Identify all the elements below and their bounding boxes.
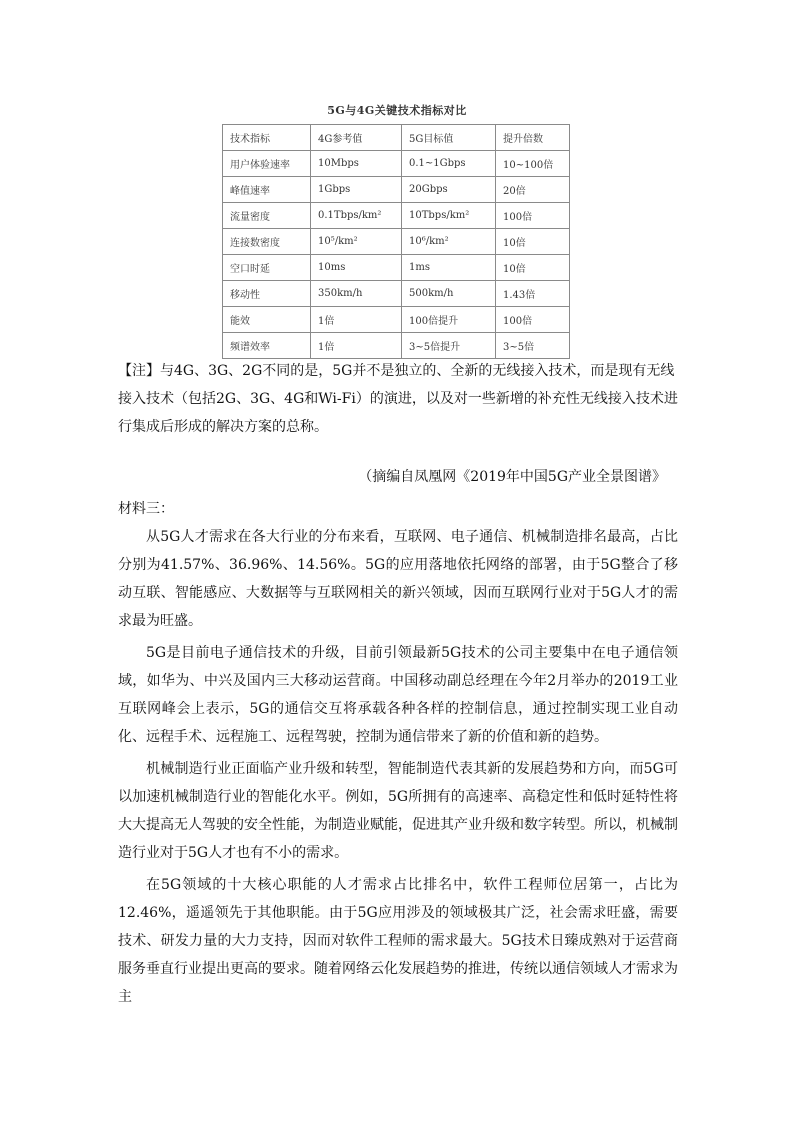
table-cell: 1.43倍 [496, 281, 570, 307]
table-header-cell: 4G参考值 [311, 125, 402, 151]
table-title: 5G与4G关键技术指标对比 [327, 104, 467, 117]
table-cell: 500km/h [402, 281, 496, 307]
table-cell: 0.1~1Gbps [402, 151, 496, 177]
table-cell: 10~100倍 [496, 151, 570, 177]
table-header-row [223, 125, 570, 151]
article-body [118, 523, 678, 1011]
table-cell: 空口时延 [223, 255, 311, 281]
table-cell: 100倍 [496, 307, 570, 333]
table-cell: 10Tbps/km² [402, 203, 496, 229]
table-cell: 用户体验速率 [223, 151, 311, 177]
table-cell: 1Gbps [311, 177, 402, 203]
table-cell: 20倍 [496, 177, 570, 203]
paragraph: 在5G领域的十大核心职能的人才需求占比排名中，软件工程师位居第一，占比为12.46%，遥遥领先于其他职能。由于5G应用涉及的领域极其广泛，社会需求旺盛，需要技术、研发力量的大力支持，因而对软件工程师的需求最大。5G技术日臻成熟对于运营商服务垂直行业提出更高的要求。随着网络云化发展趋势的推进，传统以通信领域人才需求为主 [118, 877, 678, 1005]
paragraph: 从5G人才需求在各大行业的分布来看，互联网、电子通信、机械制造排名最高，占比分别为41.57%、36.96%、14.56%。5G的应用落地依托网络的部署，由于5G整合了移动互联、智能感应、大数据等与互联网相关的新兴领域，因而互联网行业对于5G人才的需求最为旺盛。 [118, 529, 678, 629]
table-cell: 连接数密度 [223, 229, 311, 255]
table-cell: 峰值速率 [223, 177, 311, 203]
table-cell: 10倍 [496, 229, 570, 255]
table-cell: 10Mbps [311, 151, 402, 177]
table-cell: 10⁵/km² [311, 229, 402, 255]
table-cell: 350km/h [311, 281, 402, 307]
comparison-table [222, 124, 570, 359]
table-cell: 1ms [402, 255, 496, 281]
table-row [223, 333, 570, 359]
table-cell: 100倍 [496, 203, 570, 229]
table-header-cell: 技术指标 [223, 125, 311, 151]
table-row [223, 255, 570, 281]
table-row [223, 151, 570, 177]
paragraph: 机械制造行业正面临产业升级和转型，智能制造代表其新的发展趋势和方向，而5G可以加速机械制造行业的智能化水平。例如，5G所拥有的高速率、高稳定性和低时延特性将大大提高无人驾驶的安全性能，为制造业赋能，促进其产业升级和数字转型。所以，机械制造行业对于5G人才也有不小的需求。 [118, 761, 678, 861]
table-row [223, 307, 570, 333]
table-cell: 10ms [311, 255, 402, 281]
table-cell: 100倍提升 [402, 307, 496, 333]
table-cell: 频谱效率 [223, 333, 311, 359]
table-cell: 10倍 [496, 255, 570, 281]
table-note: 【注】与4G、3G、2G不同的是，5G并不是独立的、全新的无线接入技术，而是现有无线接入技术（包括2G、3G、4G和Wi-Fi）的演进，以及对一些新增的补充性无线接入技术进行集成后形成的解决方案的总称。 [118, 363, 678, 435]
table-cell: 3~5倍提升 [402, 333, 496, 359]
source-citation: （摘编自凤凰网《2019年中国5G产业全景图谱》 [358, 469, 666, 485]
table-cell: 0.1Tbps/km² [311, 203, 402, 229]
table-cell: 10⁶/km² [402, 229, 496, 255]
table-cell: 移动性 [223, 281, 311, 307]
table-cell: 流量密度 [223, 203, 311, 229]
paragraph: 5G是目前电子通信技术的升级，目前引领最新5G技术的公司主要集中在电子通信领域，如华为、中兴及国内三大移动运营商。中国移动副总经理在今年2月举办的2019工业互联网峰会上表示，5G的通信交互将承载各种各样的控制信息，通过控制实现工业自动化、远程手术、远程施工、远程驾驶，控制为通信带来了新的价值和新的趋势。 [118, 645, 678, 745]
table-header-cell: 提升倍数 [496, 125, 570, 151]
table-header-cell: 5G目标值 [402, 125, 496, 151]
table-cell: 3~5倍 [496, 333, 570, 359]
section-heading: 材料三： [118, 501, 174, 517]
table-cell: 20Gbps [402, 177, 496, 203]
table-row [223, 281, 570, 307]
table-row [223, 177, 570, 203]
table-cell: 1倍 [311, 333, 402, 359]
table-row [223, 203, 570, 229]
table-cell: 1倍 [311, 307, 402, 333]
table-cell: 能效 [223, 307, 311, 333]
table-row [223, 229, 570, 255]
